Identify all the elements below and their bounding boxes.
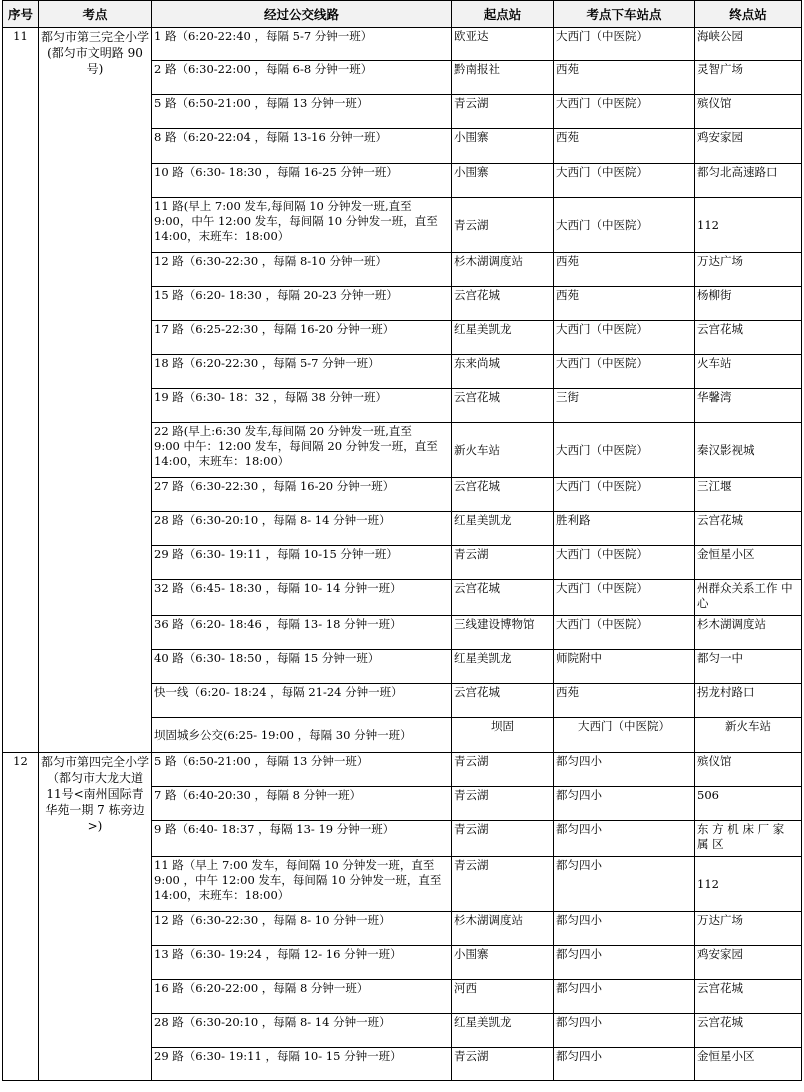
exam-stop-cell: 大西门（中医院） — [554, 198, 695, 253]
exam-stop-cell: 都匀四小 — [554, 857, 695, 912]
route-cell: 12 路（6:30-22:30 ，每隔 8-10 分钟一班） — [152, 253, 452, 287]
route-cell: 32 路（6:45- 18:30 ，每隔 10- 14 分钟一班） — [152, 580, 452, 616]
start-stop-cell: 东来尚城 — [452, 355, 554, 389]
route-cell: 15 路（6:20- 18:30 ，每隔 20-23 分钟一班） — [152, 287, 452, 321]
end-stop-cell: 云宫花城 — [695, 512, 802, 546]
exam-stop-cell: 都匀四小 — [554, 787, 695, 821]
end-stop-cell: 万达广场 — [695, 912, 802, 946]
start-stop-cell: 新火车站 — [452, 423, 554, 478]
venue-cell: 都匀市第四完全小学（都匀市大龙大道 11号<南州国际青华苑一期 7 栋旁边>) — [39, 753, 152, 1081]
route-cell: 11 路(早上 7:00 发车,每间隔 10 分钟发一班,直至 9:00，中午 12:00 发车，每间隔 10 分钟发一班，直至 14:00，末班车：18:00） — [152, 198, 452, 253]
header-stop: 考点下车站点 — [554, 1, 695, 28]
exam-stop-cell: 大西门（中医院） — [554, 580, 695, 616]
start-stop-cell: 云宫花城 — [452, 684, 554, 718]
end-stop-cell: 万达广场 — [695, 253, 802, 287]
route-cell: 9 路（6:40- 18:37 ，每隔 13- 19 分钟一班） — [152, 821, 452, 857]
seq-cell: 11 — [3, 28, 39, 753]
start-stop-cell: 青云湖 — [452, 753, 554, 787]
start-stop-cell: 红星美凯龙 — [452, 512, 554, 546]
route-cell: 16 路（6:20-22:00 ，每隔 8 分钟一班） — [152, 980, 452, 1014]
start-stop-cell: 青云湖 — [452, 787, 554, 821]
start-stop-cell: 红星美凯龙 — [452, 321, 554, 355]
exam-stop-cell: 西苑 — [554, 287, 695, 321]
header-end: 终点站 — [695, 1, 802, 28]
route-cell: 28 路（6:30-20:10 ，每隔 8- 14 分钟一班） — [152, 512, 452, 546]
end-stop-cell: 殡仪馆 — [695, 95, 802, 129]
route-cell: 5 路（6:50-21:00 ，每隔 13 分钟一班） — [152, 95, 452, 129]
end-stop-cell: 灵智广场 — [695, 61, 802, 95]
route-cell: 18 路（6:20-22:30 ，每隔 5-7 分钟一班） — [152, 355, 452, 389]
table-header-row — [3, 1, 802, 28]
start-stop-cell: 河西 — [452, 980, 554, 1014]
end-stop-cell: 金恒星小区 — [695, 1048, 802, 1081]
end-stop-cell: 112 — [695, 198, 802, 253]
end-stop-cell: 都匀北高速路口 — [695, 164, 802, 198]
route-cell: 2 路（6:30-22:00 ，每隔 6-8 分钟一班） — [152, 61, 452, 95]
route-cell: 19 路（6:30- 18：32 ，每隔 38 分钟一班） — [152, 389, 452, 423]
start-stop-cell: 青云湖 — [452, 95, 554, 129]
end-stop-cell: 东 方 机 床 厂 家 属 区 — [695, 821, 802, 857]
exam-stop-cell: 西苑 — [554, 129, 695, 164]
route-cell: 28 路（6:30-20:10 ，每隔 8- 14 分钟一班） — [152, 1014, 452, 1048]
end-stop-cell: 三江堰 — [695, 478, 802, 512]
route-cell: 11 路（早上 7:00 发车，每间隔 10 分钟发一班，直至 9:00 ，中午 12:00 发车，每间隔 10 分钟发一班，直至 14:00，末班车：18:00） — [152, 857, 452, 912]
route-cell: 36 路（6:20- 18:46 ，每隔 13- 18 分钟一班） — [152, 616, 452, 650]
exam-stop-cell: 大西门（中医院） — [554, 321, 695, 355]
header-seq: 序号 — [3, 1, 39, 28]
exam-stop-cell: 西苑 — [554, 253, 695, 287]
end-stop-cell: 112 — [695, 857, 802, 912]
exam-stop-cell: 大西门（中医院） — [554, 478, 695, 512]
end-stop-cell: 殡仪馆 — [695, 753, 802, 787]
route-cell: 10 路（6:30- 18:30 ，每隔 16-25 分钟一班） — [152, 164, 452, 198]
end-stop-cell: 拐龙村路口 — [695, 684, 802, 718]
start-stop-cell: 云宫花城 — [452, 389, 554, 423]
table-row — [3, 753, 802, 787]
route-cell: 5 路（6:50-21:00 ，每隔 13 分钟一班） — [152, 753, 452, 787]
exam-stop-cell: 大西门（中医院） — [554, 164, 695, 198]
start-stop-cell: 小围寨 — [452, 164, 554, 198]
end-stop-cell: 云宫花城 — [695, 321, 802, 355]
end-stop-cell: 云宫花城 — [695, 1014, 802, 1048]
exam-stop-cell: 西苑 — [554, 61, 695, 95]
route-cell: 12 路（6:30-22:30 ，每隔 8- 10 分钟一班） — [152, 912, 452, 946]
end-stop-cell: 杨柳街 — [695, 287, 802, 321]
route-cell: 1 路（6:20-22:40 ，每隔 5-7 分钟一班） — [152, 28, 452, 61]
start-stop-cell: 云宫花城 — [452, 287, 554, 321]
start-stop-cell: 红星美凯龙 — [452, 650, 554, 684]
exam-stop-cell: 都匀四小 — [554, 1048, 695, 1081]
table-row — [3, 28, 802, 61]
exam-stop-cell: 胜利路 — [554, 512, 695, 546]
exam-stop-cell: 大西门（中医院） — [554, 423, 695, 478]
route-cell: 7 路（6:40-20:30 ，每隔 8 分钟一班） — [152, 787, 452, 821]
exam-stop-cell: 都匀四小 — [554, 753, 695, 787]
exam-stop-cell: 大西门（中医院） — [554, 616, 695, 650]
start-stop-cell: 青云湖 — [452, 546, 554, 580]
exam-stop-cell: 大西门（中医院） — [554, 546, 695, 580]
end-stop-cell: 金恒星小区 — [695, 546, 802, 580]
exam-stop-cell: 大西门（中医院） — [554, 355, 695, 389]
exam-stop-cell: 大西门（中医院） — [554, 718, 695, 753]
exam-stop-cell: 西苑 — [554, 684, 695, 718]
end-stop-cell: 杉木湖调度站 — [695, 616, 802, 650]
exam-stop-cell: 都匀四小 — [554, 946, 695, 980]
route-cell: 17 路（6:25-22:30 ，每隔 16-20 分钟一班） — [152, 321, 452, 355]
start-stop-cell: 黔南报社 — [452, 61, 554, 95]
end-stop-cell: 新火车站 — [695, 718, 802, 753]
end-stop-cell: 鸡安家园 — [695, 129, 802, 164]
end-stop-cell: 华馨湾 — [695, 389, 802, 423]
route-cell: 27 路（6:30-22:30 ，每隔 16-20 分钟一班） — [152, 478, 452, 512]
end-stop-cell: 州群众关系工作 中心 — [695, 580, 802, 616]
exam-stop-cell: 大西门（中医院） — [554, 28, 695, 61]
start-stop-cell: 小围寨 — [452, 946, 554, 980]
start-stop-cell: 青云湖 — [452, 198, 554, 253]
start-stop-cell: 青云湖 — [452, 1048, 554, 1081]
start-stop-cell: 三线建设博物馆 — [452, 616, 554, 650]
start-stop-cell: 杉木湖调度站 — [452, 912, 554, 946]
exam-stop-cell: 都匀四小 — [554, 1014, 695, 1048]
start-stop-cell: 青云湖 — [452, 857, 554, 912]
exam-stop-cell: 大西门（中医院） — [554, 95, 695, 129]
exam-stop-cell: 三街 — [554, 389, 695, 423]
header-venue: 考点 — [39, 1, 152, 28]
end-stop-cell: 506 — [695, 787, 802, 821]
venue-cell: 都匀市第三完全小学(都匀市文明路 90号) — [39, 28, 152, 753]
route-cell: 29 路（6:30- 19:11 ，每隔 10-15 分钟一班） — [152, 546, 452, 580]
route-cell: 快一线（6:20- 18:24 ，每隔 21-24 分钟一班） — [152, 684, 452, 718]
end-stop-cell: 鸡安家园 — [695, 946, 802, 980]
start-stop-cell: 云宫花城 — [452, 580, 554, 616]
end-stop-cell: 都匀一中 — [695, 650, 802, 684]
start-stop-cell: 坝固 — [452, 718, 554, 753]
end-stop-cell: 火车站 — [695, 355, 802, 389]
header-route: 经过公交线路 — [152, 1, 452, 28]
exam-stop-cell: 都匀四小 — [554, 821, 695, 857]
end-stop-cell: 秦汉影视城 — [695, 423, 802, 478]
seq-cell: 12 — [3, 753, 39, 1081]
start-stop-cell: 青云湖 — [452, 821, 554, 857]
exam-stop-cell: 师院附中 — [554, 650, 695, 684]
route-cell: 40 路（6:30- 18:50 ，每隔 15 分钟一班） — [152, 650, 452, 684]
exam-stop-cell: 都匀四小 — [554, 980, 695, 1014]
end-stop-cell: 云宫花城 — [695, 980, 802, 1014]
start-stop-cell: 小围寨 — [452, 129, 554, 164]
exam-stop-cell: 都匀四小 — [554, 912, 695, 946]
start-stop-cell: 欧亚达 — [452, 28, 554, 61]
route-cell: 坝固城乡公交(6:25- 19:00 ，每隔 30 分钟一班） — [152, 718, 452, 753]
start-stop-cell: 云宫花城 — [452, 478, 554, 512]
bus-routes-table — [2, 0, 802, 1081]
start-stop-cell: 杉木湖调度站 — [452, 253, 554, 287]
route-cell: 29 路（6:30- 19:11 ，每隔 10- 15 分钟一班） — [152, 1048, 452, 1081]
route-cell: 13 路（6:30- 19:24 ，每隔 12- 16 分钟一班） — [152, 946, 452, 980]
route-cell: 8 路（6:20-22:04 ，每隔 13-16 分钟一班） — [152, 129, 452, 164]
route-cell: 22 路(早上:6:30 发车,每间隔 20 分钟发一班,直至 9:00 中午：12:00 发车，每间隔 20 分钟发一班，直至 14:00，末班车：18:00） — [152, 423, 452, 478]
end-stop-cell: 海峡公园 — [695, 28, 802, 61]
header-start: 起点站 — [452, 1, 554, 28]
start-stop-cell: 红星美凯龙 — [452, 1014, 554, 1048]
